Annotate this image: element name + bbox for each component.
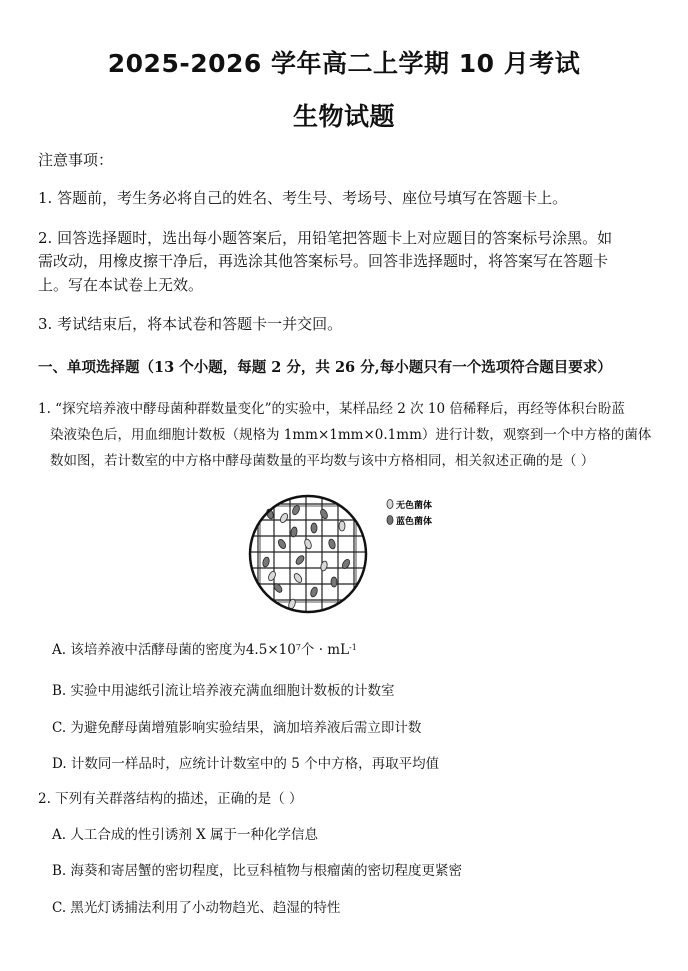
hemocytometer-figure xyxy=(248,492,478,624)
page-subtitle: 生物试题 xyxy=(292,102,395,131)
question-1-stem-line-3: 数如图，若计数室的中方格中酵母菌数量的平均数与该中方格相同，相关叙述正确的是（ ） xyxy=(50,453,595,469)
section-heading: 一、单项选择题（13 个小题，每题 2 分，共 26 分,每小题只有一个选项符合题目要求） xyxy=(38,359,612,376)
notice-item-2-line-1: 2. 回答选择题时，选出每小题答案后，用铅笔把答题卡上对应题目的答案标号涂黑。如 xyxy=(38,229,613,247)
option-a-exponent: 7 xyxy=(295,643,301,652)
question-1-stem-line-2: 染液染色后，用血细胞计数板（规格为 1mm×1mm×0.1mm）进行计数，观察到一个中方格的菌体 xyxy=(50,427,652,443)
question-1-option-d: D. 计数同一样品时，应统计计数室中的 5 个中方格，再取平均值 xyxy=(52,756,440,772)
question-1-stem-line-1: 1. “探究培养液中酵母菌种群数量变化”的实验中，某样品经 2 次 10 倍稀释后，再经等体积台盼蓝 xyxy=(38,401,625,417)
question-1-option-a xyxy=(52,640,357,660)
question-2-stem: 2. 下列有关群落结构的描述，正确的是（ ） xyxy=(38,791,303,807)
legend-blue-label: 蓝色菌体 xyxy=(396,517,433,527)
legend-colorless-swatch xyxy=(387,500,393,509)
option-a-unit-exponent: -1 xyxy=(349,643,357,652)
option-a-unit: 个 · mL xyxy=(300,642,350,658)
question-2-option-a: A. 人工合成的性引诱剂 X 属于一种化学信息 xyxy=(52,827,319,843)
notice-heading: 注意事项： xyxy=(38,151,114,169)
question-1-option-c: C. 为避免酵母菌增殖影响实验结果，滴加培养液后需立即计数 xyxy=(52,720,422,736)
notice-item-1: 1. 答题前，考生务必将自己的姓名、考生号、考场号、座位号填写在答题卡上。 xyxy=(38,189,568,207)
page-title: 2025-2026 学年高二上学期 10 月考试 xyxy=(107,49,581,78)
question-1-option-b: B. 实验中用滤纸引流让培养液充满血细胞计数板的计数室 xyxy=(52,683,395,699)
question-2-option-c: C. 黑光灯诱捕法利用了小动物趋光、趋湿的特性 xyxy=(52,900,341,916)
question-2-option-b: B. 海葵和寄居蟹的密切程度，比豆科植物与根瘤菌的密切程度更紧密 xyxy=(52,863,463,879)
option-a-text: A. 该培养液中活酵母菌的密度为 xyxy=(52,642,246,658)
notice-item-3: 3. 考试结束后，将本试卷和答题卡一并交回。 xyxy=(38,315,343,333)
notice-item-2-line-3: 上。写在本试卷上无效。 xyxy=(38,276,204,294)
option-a-value: 4.5×10 xyxy=(245,642,296,658)
notice-item-2-line-2: 需改动，用橡皮擦干净后，再选涂其他答案标号。回答非选择题时，将答案写在答题卡 xyxy=(38,252,609,270)
legend-blue-swatch xyxy=(387,516,393,525)
legend-colorless-label: 无色菌体 xyxy=(396,501,433,511)
